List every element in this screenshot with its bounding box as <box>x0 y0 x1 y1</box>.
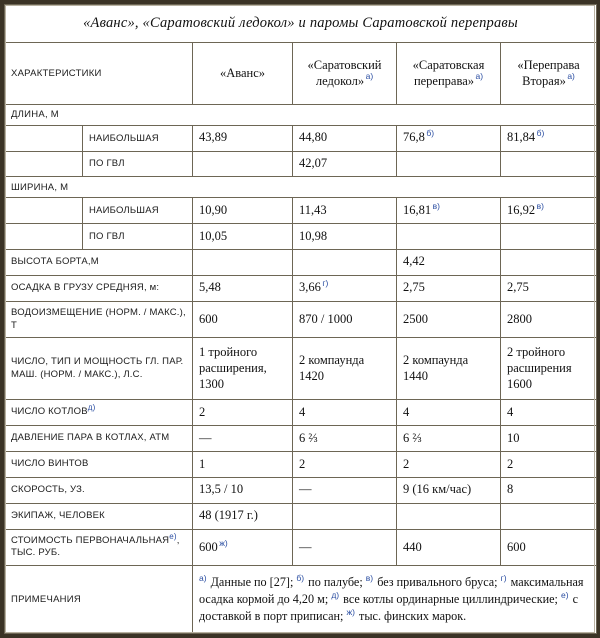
value-cell <box>397 198 501 224</box>
note-marker: ж) <box>346 607 355 618</box>
value-text: 2 <box>403 456 410 471</box>
value-text: 600 <box>507 539 526 554</box>
value-cell <box>397 301 501 338</box>
value-text: 16,81 <box>403 202 432 217</box>
value-cell <box>501 275 597 301</box>
value-text: 10,05 <box>199 228 228 243</box>
value-cell <box>193 301 293 338</box>
value-cell <box>501 477 597 503</box>
row-label-text: СТОИМОСТЬ ПЕРВОНАЧАЛЬНАЯ <box>11 534 170 546</box>
value-cell <box>501 125 597 151</box>
table-row <box>5 400 597 426</box>
value-cell <box>501 503 597 529</box>
row-sublabel: ПО ГВЛ <box>83 223 193 249</box>
value-text: 440 <box>403 539 422 554</box>
note-marker: в) <box>365 572 374 583</box>
value-cell <box>501 151 597 177</box>
header-ship-label: «Саратовский ледокол» <box>307 58 382 88</box>
table-row <box>5 249 597 275</box>
row-indent <box>5 151 83 177</box>
row-sublabel: НАИБОЛЬШАЯ <box>83 198 193 224</box>
row-label <box>5 477 193 503</box>
table-row <box>5 477 597 503</box>
footnote-marker: а) <box>567 71 575 82</box>
value-text: 42,07 <box>299 156 328 171</box>
note-text: по палубе; <box>308 574 363 589</box>
row-label <box>5 425 193 451</box>
value-cell <box>397 451 501 477</box>
value-text: — <box>199 430 212 445</box>
value-text: 48 (1917 г.) <box>199 508 258 523</box>
value-text: 44,80 <box>299 130 328 145</box>
value-cell <box>193 529 293 566</box>
notes-body <box>193 566 597 634</box>
row-sublabel: НАИБОЛЬШАЯ <box>83 125 193 151</box>
table-row <box>5 451 597 477</box>
note-text: без привального бруса; <box>377 574 498 589</box>
header-ship-1 <box>293 43 397 105</box>
value-text: 10 <box>507 430 520 445</box>
row-label <box>5 301 193 338</box>
group-row <box>5 177 597 198</box>
value-cell <box>397 223 501 249</box>
value-text: 4 <box>403 404 410 419</box>
value-cell <box>193 125 293 151</box>
value-text: 2 <box>199 404 206 419</box>
row-label-text: ОСАДКА В ГРУЗУ СРЕДНЯЯ, м: <box>11 281 160 293</box>
value-cell <box>193 451 293 477</box>
value-cell <box>501 223 597 249</box>
value-cell <box>501 301 597 338</box>
table-header-row <box>5 43 597 105</box>
note-marker: е) <box>560 589 569 600</box>
note-marker: б) <box>296 572 305 583</box>
group-label: ШИРИНА, М <box>5 177 597 198</box>
footnote-marker: е) <box>169 531 177 541</box>
value-cell <box>397 125 501 151</box>
footnote-marker: в) <box>432 200 440 211</box>
value-cell <box>397 151 501 177</box>
header-ship-0 <box>193 43 293 105</box>
row-label-text: ЧИСЛО КОТЛОВ <box>11 406 88 418</box>
page-title: «Аванс», «Саратовский ледокол» и паромы Саратовской переправы <box>5 5 597 43</box>
value-text: 2,75 <box>403 280 425 295</box>
value-cell <box>397 400 501 426</box>
row-label-text: ВОДОИЗМЕЩЕНИЕ (НОРМ. / МАКС.), Т <box>11 306 186 331</box>
value-cell <box>293 223 397 249</box>
value-cell <box>501 425 597 451</box>
value-cell <box>293 125 397 151</box>
value-text: 600 <box>199 311 218 326</box>
table-row <box>5 529 597 566</box>
value-text: 2 компаунда 1440 <box>403 353 469 383</box>
row-label-text: ЭКИПАЖ, ЧЕЛОВЕК <box>11 509 105 521</box>
value-text: 16,92 <box>507 202 536 217</box>
value-cell <box>397 425 501 451</box>
value-text: 4,42 <box>403 254 425 269</box>
value-text: — <box>299 539 312 554</box>
value-cell <box>193 275 293 301</box>
value-cell <box>193 503 293 529</box>
row-label-text: ВЫСОТА БОРТА,М <box>11 256 99 268</box>
group-label: ДЛИНА, М <box>5 105 597 126</box>
value-text: 3,66 <box>299 280 321 295</box>
value-cell <box>397 275 501 301</box>
header-ship-label: «Переправа Вторая» <box>517 58 580 88</box>
footnote-marker: б) <box>426 128 435 139</box>
value-text: 1 <box>199 456 206 471</box>
row-label <box>5 503 193 529</box>
value-cell <box>293 477 397 503</box>
value-text: 9 (16 км/час) <box>403 482 472 497</box>
row-label <box>5 400 193 426</box>
value-text: 600 <box>199 539 218 554</box>
value-text: 43,89 <box>199 130 228 145</box>
note-text: максимальная осадка кормой до 4,20 м; <box>199 574 584 606</box>
value-cell <box>293 503 397 529</box>
value-text: 13,5 / 10 <box>199 482 244 497</box>
ship-comparison-table <box>4 4 597 634</box>
value-text: 2800 <box>507 311 532 326</box>
row-label-text: ЧИСЛО, ТИП И МОЩНОСТЬ ГЛ. ПАР. МАШ. (НОРМ. / МАКС.), Л.С. <box>11 356 184 380</box>
value-text: 2 <box>299 456 306 471</box>
value-cell <box>293 425 397 451</box>
value-cell <box>293 151 397 177</box>
header-ship-2 <box>397 43 501 105</box>
value-cell <box>397 529 501 566</box>
row-label-text: ДАВЛЕНИЕ ПАРА В КОТЛАХ, АТМ <box>11 432 170 444</box>
value-text: — <box>299 482 312 497</box>
value-cell <box>293 338 397 400</box>
table-row <box>5 275 597 301</box>
notes-row <box>5 566 597 634</box>
row-indent <box>5 198 83 224</box>
table-row <box>5 425 597 451</box>
value-text: 2500 <box>403 311 428 326</box>
value-text: 870 / 1000 <box>299 311 353 326</box>
value-text: 1 тройного расширения, 1300 <box>199 345 267 391</box>
value-cell <box>193 477 293 503</box>
value-cell <box>293 451 397 477</box>
note-marker: а) <box>199 572 207 583</box>
footnote-marker: а) <box>475 71 484 82</box>
header-ship-label: «Саратовская переправа» <box>412 58 485 88</box>
value-cell <box>293 301 397 338</box>
row-label <box>5 249 193 275</box>
row-label <box>5 338 193 400</box>
value-cell <box>293 198 397 224</box>
value-cell <box>193 151 293 177</box>
table-row <box>5 223 597 249</box>
note-text: с доставкой в порт приписан; <box>199 592 579 624</box>
table-row <box>5 151 597 177</box>
header-ship-label: «Аванс» <box>219 65 266 80</box>
value-cell <box>501 338 597 400</box>
row-label-text: ЧИСЛО ВИНТОВ <box>11 458 89 470</box>
value-cell <box>293 529 397 566</box>
value-text: 6 ⅔ <box>403 430 422 445</box>
footnote-marker: б) <box>536 128 545 139</box>
note-marker: г) <box>500 572 507 583</box>
value-text: 4 <box>299 404 306 419</box>
note-marker: д) <box>331 589 340 600</box>
note-text: тыс. финских марок. <box>359 609 467 624</box>
value-text: 11,43 <box>299 202 327 217</box>
footnote-marker: ж) <box>219 537 228 548</box>
table-row <box>5 198 597 224</box>
value-cell <box>293 400 397 426</box>
value-cell <box>193 249 293 275</box>
table-row <box>5 503 597 529</box>
value-cell <box>397 503 501 529</box>
value-cell <box>397 338 501 400</box>
note-text: все котлы ординарные циллиндрические; <box>343 592 558 606</box>
value-cell <box>501 400 597 426</box>
value-text: 10,90 <box>199 202 228 217</box>
table-row <box>5 125 597 151</box>
row-sublabel: ПО ГВЛ <box>83 151 193 177</box>
row-label-text: СКОРОСТЬ, УЗ. <box>11 483 85 495</box>
title-row <box>5 5 597 43</box>
row-label <box>5 275 193 301</box>
value-cell <box>193 223 293 249</box>
value-cell <box>193 425 293 451</box>
value-cell <box>397 249 501 275</box>
header-characteristics: ХАРАКТЕРИСТИКИ <box>5 43 193 105</box>
value-text: 81,84 <box>507 130 536 145</box>
value-cell <box>193 338 293 400</box>
value-text: 2 <box>507 456 514 471</box>
value-cell <box>293 249 397 275</box>
value-text: 2 компаунда 1420 <box>299 353 365 383</box>
row-label <box>5 529 193 566</box>
note-text: Данные по [27]; <box>210 574 294 589</box>
value-cell <box>501 198 597 224</box>
value-text: 2 тройного расширения 1600 <box>507 345 572 391</box>
value-text: 76,8 <box>403 130 425 145</box>
value-cell <box>501 249 597 275</box>
notes-label: ПРИМЕЧАНИЯ <box>5 566 193 634</box>
value-text: 4 <box>507 404 514 419</box>
value-cell <box>193 198 293 224</box>
value-text: 5,48 <box>199 280 221 295</box>
footnote-marker: а) <box>365 71 374 82</box>
row-label-suffix: , ТЫС. РУБ. <box>11 534 180 559</box>
table-row <box>5 338 597 400</box>
value-cell <box>193 400 293 426</box>
footnote-marker: г) <box>322 278 329 289</box>
value-cell <box>501 529 597 566</box>
group-row <box>5 105 597 126</box>
footnote-marker: д) <box>87 403 96 413</box>
value-text: 8 <box>507 482 514 497</box>
row-indent <box>5 223 83 249</box>
header-ship-3 <box>501 43 597 105</box>
row-indent <box>5 125 83 151</box>
value-text: 10,98 <box>299 228 328 243</box>
table-row <box>5 301 597 338</box>
footnote-marker: в) <box>536 200 544 211</box>
value-text: 6 ⅔ <box>299 430 318 445</box>
row-label <box>5 451 193 477</box>
value-cell <box>501 451 597 477</box>
value-cell <box>397 477 501 503</box>
value-text: 2,75 <box>507 280 529 295</box>
value-cell <box>293 275 397 301</box>
